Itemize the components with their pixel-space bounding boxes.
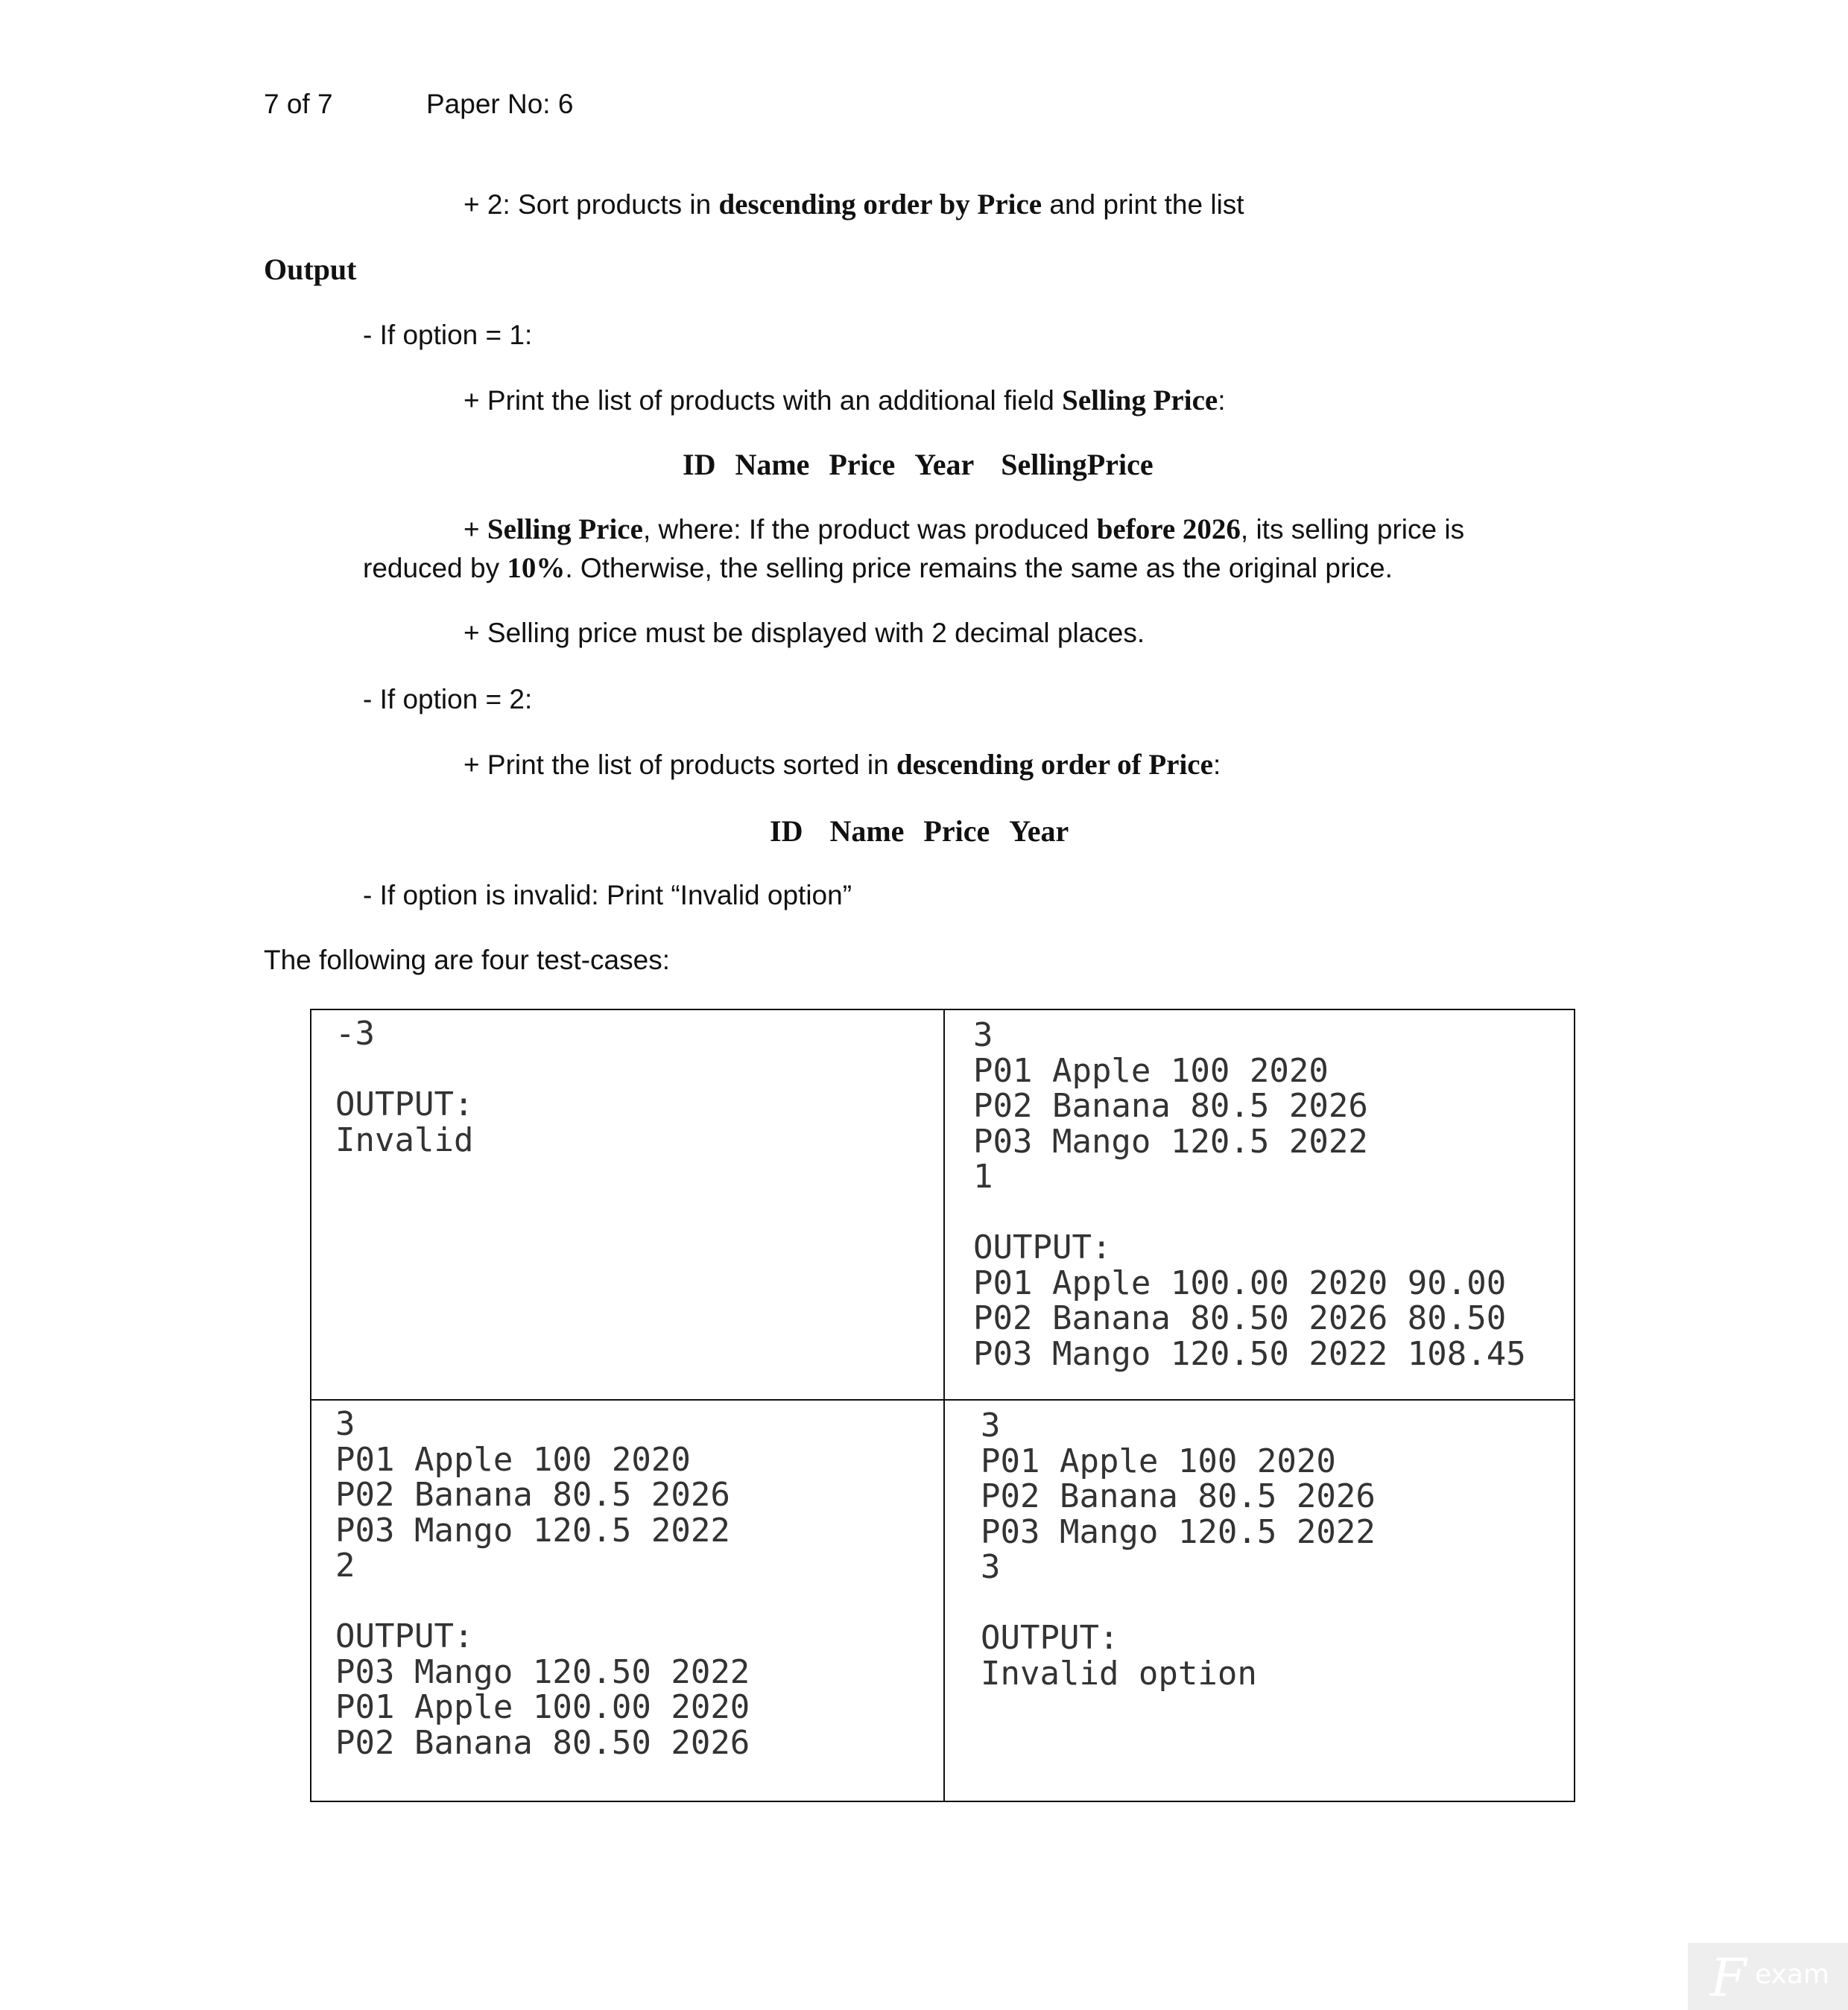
text: , where: If the product was produced <box>642 514 1097 545</box>
text: and print the list <box>1042 189 1244 220</box>
test-cases-intro: The following are four test-cases: <box>264 945 670 975</box>
col-id: ID <box>770 814 803 848</box>
sorted-list-line <box>463 749 1221 782</box>
col-year: Year <box>914 448 975 481</box>
col-year: Year <box>1009 814 1069 848</box>
col-name: Name <box>829 814 905 848</box>
text: + Print the list of products with an additional field <box>463 385 1063 416</box>
test-case-1: -3 OUTPUT: Invalid <box>335 1015 474 1159</box>
col-name: Name <box>735 448 810 481</box>
text: . Otherwise, the selling price remains the same as the original price. <box>565 553 1393 583</box>
text: : <box>1218 385 1226 416</box>
page-number: 7 of 7 <box>264 89 333 119</box>
column-header-option-1 <box>683 447 1154 482</box>
col-price: Price <box>923 814 990 848</box>
selling-price-rule-line-2 <box>363 552 1393 585</box>
test-case-2: 3 P01 Apple 100 2020 P02 Banana 80.5 2026 P03 Mango 120.5 2022 1 OUTPUT: P01 Apple 100.00 2020 90.00 P02 Banana 80.50 2026 80.50 P03 Mango 120.50 2022 108.45 <box>973 1016 1526 1373</box>
text: + 2: Sort products in <box>463 189 719 220</box>
emphasis: descending order by Price <box>718 188 1042 221</box>
col-selling-price: SellingPrice <box>1001 448 1154 481</box>
instruction-sort <box>463 188 1244 221</box>
text: + Print the list of products sorted in <box>463 749 896 780</box>
emphasis: before 2026 <box>1096 513 1241 545</box>
col-id: ID <box>683 448 716 481</box>
invalid-option-line: - If option is invalid: Print “Invalid option” <box>363 880 852 910</box>
text: reduced by <box>363 553 507 583</box>
column-header-option-2 <box>770 814 1069 849</box>
col-price: Price <box>829 448 896 481</box>
output-heading: Output <box>264 253 357 286</box>
table-divider-vertical <box>943 1010 945 1801</box>
selling-price-field-line <box>463 384 1225 417</box>
text: + <box>463 514 487 545</box>
selling-price-rule-line <box>463 513 1464 546</box>
logo-mark: F <box>1710 1947 1747 2009</box>
option-2-line: - If option = 2: <box>363 684 533 714</box>
test-case-4: 3 P01 Apple 100 2020 P02 Banana 80.5 2026 P03 Mango 120.5 2022 3 OUTPUT: Invalid option <box>981 1407 1376 1693</box>
table-divider-horizontal <box>311 1399 1574 1401</box>
emphasis: Selling Price <box>1062 384 1218 416</box>
decimal-places-line: + Selling price must be displayed with 2 decimal places. <box>463 618 1145 648</box>
text: : <box>1212 749 1221 780</box>
emphasis: Selling Price <box>487 513 643 545</box>
option-1-line: - If option = 1: <box>363 320 533 350</box>
exam-logo <box>1688 1943 1848 2010</box>
text: , its selling price is <box>1240 514 1465 545</box>
paper-number: Paper No: 6 <box>426 89 574 119</box>
logo-text: exam <box>1755 1959 1829 1990</box>
test-cases-table <box>310 1009 1575 1802</box>
emphasis: descending order of Price <box>896 749 1213 781</box>
test-case-3: 3 P01 Apple 100 2020 P02 Banana 80.5 2026 P03 Mango 120.5 2022 2 OUTPUT: P03 Mango 120.50 2022 P01 Apple 100.00 2020 P02 Banana 80.50 2026 <box>335 1405 750 1762</box>
emphasis: 10% <box>507 552 566 584</box>
